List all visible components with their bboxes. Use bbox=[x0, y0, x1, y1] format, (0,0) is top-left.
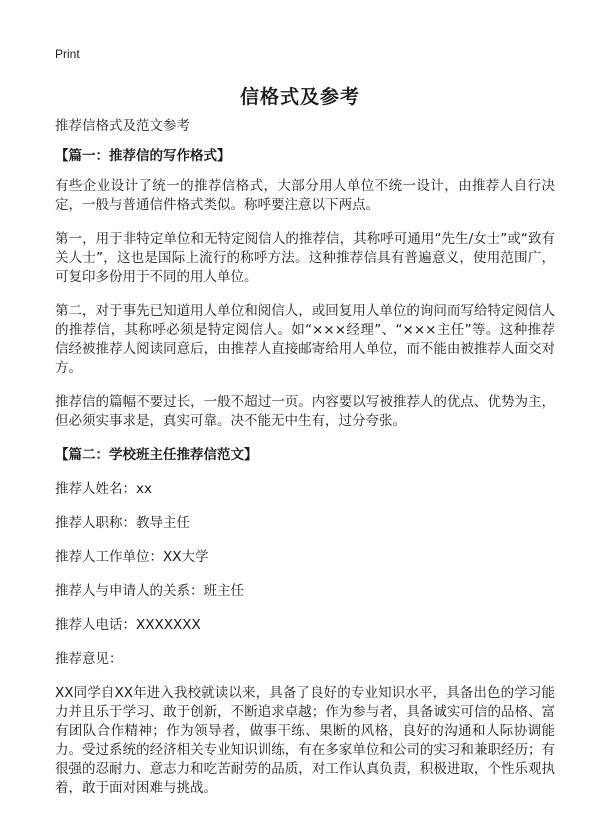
opinion-paragraph: XX同学自XX年进入我校就读以来，具备了良好的专业知识水平，具备出色的学习能力并且乐于学习、敢于创新，不断追求卓越；作为参与者，具备诚实可信的品格、富有团队合作精神；作为领导者，做事干练、果断的风格，良好的沟通和人际协调能力。受过系统的经济相关专业知识训练，有在多家单位和公司的实习和兼职经历；有很强的忍耐力、意志力和吃苦耐劳的品质，对工作认真负责，积极进取，个性乐观执着，敢于面对困难与挑战。 bbox=[55, 685, 555, 796]
paragraph: 第二，对于事先已知道用人单位和阅信人，或回复用人单位的询问而写给特定阅信人的推荐信，其称呼必须是特定阅信人。如“×××经理”、“×××主任”等。这种推荐信经被推荐人阅读同意后，由推荐人直接邮寄给用人单位，而不能由被推荐人面交对方。 bbox=[55, 303, 555, 376]
paragraph: 第一，用于非特定单位和无特定阅信人的推荐信，其称呼可通用“先生/女士”或“致有关人士”，这也是国际上流行的称呼方法。这种推荐信具有普遍意义，使用范围广，可复印多份用于不同的用人单位。 bbox=[55, 231, 555, 285]
field-line: 推荐人电话：XXXXXXX bbox=[55, 617, 201, 633]
document-body bbox=[55, 117, 555, 798]
field-line: 推荐人与申请人的关系：班主任 bbox=[55, 583, 244, 599]
section-heading-2: 【篇二：学校班主任推荐信范文】 bbox=[55, 447, 258, 463]
print-label[interactable]: Print bbox=[55, 47, 80, 61]
section-heading-1: 【篇一：推荐信的写作格式】 bbox=[55, 148, 231, 164]
field-line: 推荐人职称：教导主任 bbox=[55, 515, 190, 531]
document-title: 信格式及参考 bbox=[239, 86, 360, 108]
document-subtitle: 推荐信格式及范文参考 bbox=[55, 118, 190, 134]
paragraph: 有些企业设计了统一的推荐信格式，大部分用人单位不统一设计，由推荐人自行决定，一般与普通信件格式类似。称呼要注意以下两点。 bbox=[55, 178, 555, 213]
field-line: 推荐人姓名：xx bbox=[55, 481, 152, 497]
paragraph: 推荐信的篇幅不要过长，一般不超过一页。内容要以写被推荐人的优点、优势为主，但必须实事求是，真实可靠。决不能无中生有，过分夸张。 bbox=[55, 394, 555, 429]
field-line: 推荐人工作单位：XX大学 bbox=[55, 549, 209, 565]
field-line: 推荐意见： bbox=[55, 651, 123, 667]
